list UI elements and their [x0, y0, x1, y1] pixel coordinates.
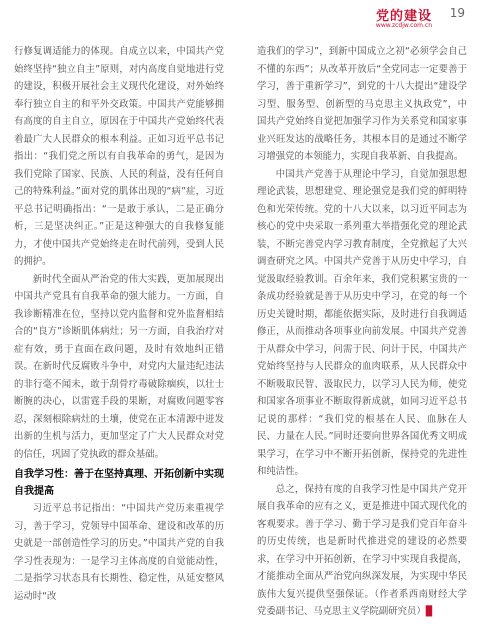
left-column	[14, 43, 224, 605]
paragraph-closing	[257, 481, 467, 621]
section-heading: 自我学习性：善于在坚持真理、开拓创新中实现自我提高	[14, 469, 224, 497]
page-header	[0, 0, 485, 36]
end-mark-icon: ▉	[425, 606, 433, 617]
paragraph: 行修复调适能力的体现。自成立以来，中国共产党始终坚持“独立自主”原则，对内高度自觉地进行党的建设，积极开展社会主义现代化建设，对外始终奉行独立自主的和平外交政策。中国共产党能够拥有高度的自主自立，原因在于中国共产党始终代表着最广大人民群众的根本利益。正如习近平总书记指出：“我们党之所以有自我革命的勇气，是因为我们党除了国家、民族、人民的利益，没有任何自己的特殊利益。”面对党的肌体出现的“病”症，习近平总书记明确指出：“一是敢于承认，二是正确分析，三是坚决纠正。”正是这种强大的自我修复能力，才使中国共产党始终走在时代前列，受到人民的拥护。	[14, 46, 224, 267]
page-number: 19	[449, 6, 465, 20]
paragraph-text: 总之，保持有度的自我学习性是中国共产党开展自我革命的应有之义，更是推进中国式现代化的客观要求。善于学习、勤于学习是我们党百年奋斗的历史传统，也是新时代推进党的建设的必然要求，在学习中开拓创新，在学习中实现自我提高，才能推动全面从严治党向纵深发展，为实现中华民族伟大复兴提供坚强保证。（作者系西南财经大学党委副书记、马克思主义学院副研究员）	[257, 483, 467, 617]
paragraph: 新时代全面从严治党的伟大实践，更加展现出中国共产党具有自我革命的强大能力。一方面，自我诊断精准在位，坚持以党内监督和党外监督相结合的“良方”诊断肌体病灶；另一方面，自我治疗对症有效，勇于直面在政问题，及时有效地纠正错误。在新时代反腐败斗争中，对党内大量违纪违法的非行毫不闻未，敢于刮骨疗毒破除痼疾，以壮士断腕的决心，以雷霆手段的果断，对腐败问题零容忍，深刻根除病灶的土壤，使党在正本清源中迸发出新的生机与活力，更加坚定了广大人民群众对党的信任，巩固了党执政的群众基础。	[14, 273, 224, 460]
paragraph: 中国共产党善于从理论中学习，自觉加强思想理论武装，思想建党、理论强党是我们党的鲜明特色和光荣传统。党的十八大以来，以习近平同志为核心的党中央采取一系列重大举措强化党的理论武装，不断完善党内学习教育制度，全党掀起了大兴调查研究之风。中国共产党善于从历史中学习，自觉汲取经验教训。百余年来，我们党积累宝贵的一条成功经验就是善于从历史中学习，在党的每一个历史关键时期，都能依据实际，及时进行自我调适修正，从而推动各项事业向前发展。中国共产党善于从群众中学习，问需于民、问计于民，中国共产党始终坚持与人民群众的血肉联系，从人民群众中不断吸取民智、汲取民力，以学习人民为师，使党和国家各项事业不断取得新成就，如同习近平总书记说的那样：“我们党的根基在人民、血脉在人民、力量在人民。”同时还要向世界各国优秀文明成果学习，在学习中不断开拓创新，保持党的先进性和纯洁性。	[257, 168, 467, 477]
paragraph: 习近平总书记指出：“中国共产党历来重视学习，善于学习，党领导中国革命、建设和改革的历史就是一部创造性学习的历史。”中国共产党的自我学习性表现为：一是学习主体高度的自觉能动性，二是指学习状态具有长期性、稳定性，从延安整风运动时“改	[14, 503, 224, 602]
right-column	[257, 43, 467, 621]
magazine-url: www.zcdjw.com.cn	[375, 22, 432, 29]
paragraph: 造我们的学习”，到新中国成立之初“必须学会自己不懂的东西”；从改革开放后“全党同志一定要善于学习，善于重新学习”，到党的十八大提出“建设学习型、服务型、创新型的马克思主义执政党”，中国共产党始终自觉把加强学习作为关系党和国家事业兴旺发达的战略任务，其根本目的是通过不断学习增强党的本领能力，实现自我革新、自我提高。	[257, 46, 467, 162]
magazine-logo: 党的建设	[375, 9, 432, 24]
